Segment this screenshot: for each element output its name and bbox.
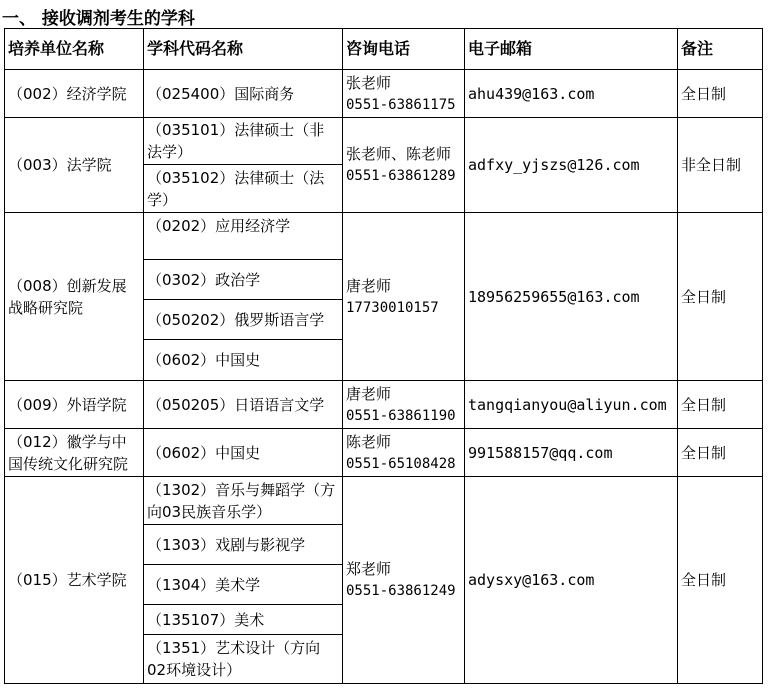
subject-cell (144, 429, 343, 477)
contact-cell (343, 118, 465, 213)
contact-name: 张老师 (346, 73, 392, 92)
unit-cell: （008）创新发展战略研究院 (5, 213, 144, 381)
subject-item: （1303）戏剧与影视学 (144, 525, 342, 565)
contact-name: 唐老师 (346, 276, 392, 295)
subject-item: （050202）俄罗斯语言学 (144, 300, 342, 340)
subject-item: （1351）艺术设计（方向02环境设计） (147, 639, 321, 679)
contact-name: 郑老师 (346, 560, 392, 578)
note-cell: 全日制 (678, 429, 763, 477)
subject-item: （135107）美术 (144, 605, 342, 635)
subject-item: （035102）法律硕士（法学） (147, 168, 325, 209)
unit-cell: （002）经济学院 (5, 70, 144, 118)
contact-name: 陈老师 (346, 432, 392, 451)
subject-cell (144, 70, 343, 118)
email-cell[interactable]: 991588157@qq.com (465, 429, 678, 477)
email-cell[interactable]: tangqianyou@aliyun.com (465, 381, 678, 429)
note-cell: 全日制 (678, 70, 763, 118)
subject-cell (144, 213, 343, 381)
subject-cell (144, 381, 343, 429)
note-cell: 全日制 (678, 381, 763, 429)
subject-item: （050205）日语语言文学 (147, 395, 325, 414)
subject-cell (144, 118, 343, 213)
note-cell: 非全日制 (678, 118, 763, 213)
section-heading: 一、 接收调剂考生的学科 (2, 9, 195, 29)
subject-item: （0302）政治学 (144, 260, 342, 300)
email-cell[interactable]: adfxy_yjszs@126.com (465, 118, 678, 213)
unit-cell: （009）外语学院 (5, 381, 144, 429)
subject-item: （1304）美术学 (144, 565, 342, 605)
subject-item: （1302）音乐与舞蹈学（方向03民族音乐学） (144, 477, 342, 525)
contact-phone: 0551-63861289 (346, 168, 456, 184)
header-unit: 培养单位名称 (5, 29, 144, 70)
email-cell[interactable]: 18956259655@163.com (465, 213, 678, 381)
contact-cell (343, 477, 465, 684)
email-cell[interactable]: adysxy@163.com (465, 477, 678, 684)
table-row (5, 213, 763, 381)
header-phone: 咨询电话 (343, 29, 465, 70)
note-cell: 全日制 (678, 213, 763, 381)
table-row (5, 70, 763, 118)
contact-phone: 0551-63861175 (346, 96, 456, 113)
table-row (5, 477, 763, 684)
subject-item: （0602）中国史 (147, 351, 261, 369)
contact-name: 唐老师 (346, 384, 392, 403)
unit-cell: （015）艺术学院 (5, 477, 144, 684)
unit-cell: （003）法学院 (5, 118, 144, 213)
contact-phone: 0551-65108428 (346, 455, 456, 472)
note-cell: 全日制 (678, 477, 763, 684)
contact-phone: 0551-63861249 (346, 583, 456, 599)
unit-cell: （012）徽学与中国传统文化研究院 (5, 429, 144, 477)
contact-cell (343, 70, 465, 118)
subject-item: （035101）法律硕士（非法学） (144, 118, 342, 165)
contact-name: 张老师、陈老师 (346, 145, 452, 163)
contact-cell (343, 429, 465, 477)
table-row (5, 118, 763, 213)
contact-phone: 17730010157 (346, 299, 439, 316)
subject-item: （025400）国际商务 (147, 84, 295, 103)
header-note: 备注 (678, 29, 763, 70)
header-subject: 学科代码名称 (144, 29, 343, 70)
contact-cell (343, 213, 465, 381)
contact-phone: 0551-63861190 (346, 407, 456, 424)
table-row (5, 381, 763, 429)
email-cell[interactable]: ahu439@163.com (465, 70, 678, 118)
header-email: 电子邮箱 (465, 29, 678, 70)
subjects-table (4, 28, 763, 684)
subject-cell (144, 477, 343, 684)
table-row (5, 429, 763, 477)
table-header-row (5, 29, 763, 70)
contact-cell (343, 381, 465, 429)
subject-item: （0202）应用经济学 (144, 213, 342, 260)
subject-item: （0602）中国史 (147, 443, 261, 462)
